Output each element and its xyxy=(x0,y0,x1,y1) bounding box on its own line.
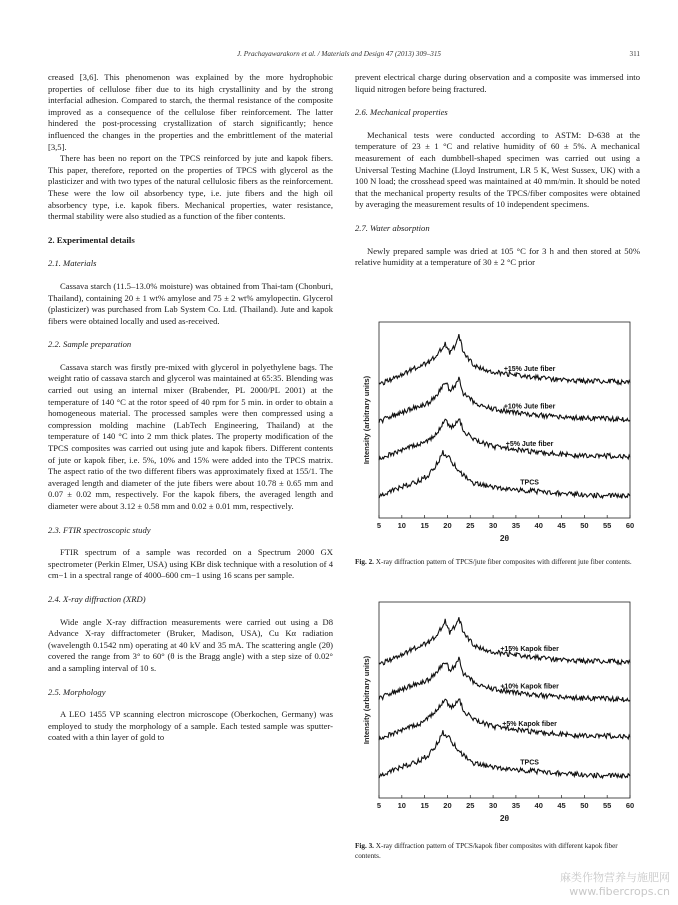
left-column xyxy=(48,72,333,744)
fig3-series-2-label: +10% Kapok fiber xyxy=(500,683,559,691)
ftir-paragraph: FTIR spectrum of a sample was recorded on a Spectrum 2000 GX spectrometer (Perkin Elmer, USA) using KBr disk technique with a resolution of 4 cm−1 in a spectral range of 4000–600 cm−1 using 16 scans per sample. xyxy=(48,547,333,581)
figure-2-label: Fig. 2. xyxy=(355,558,374,566)
subsection-heading-2-3: 2.3. FTIR spectroscopic study xyxy=(48,524,151,535)
fig2-xtick-label: 45 xyxy=(557,521,566,530)
fig2-x-axis-label: 2θ xyxy=(499,533,510,543)
fig2-series-2-label: +10% Jute fiber xyxy=(503,403,556,411)
watermark-line-2: www.fibercrops.cn xyxy=(569,885,670,898)
fig3-x-axis-label: 2θ xyxy=(499,813,510,823)
watermark xyxy=(560,871,670,899)
fig3-xtick-label: 35 xyxy=(511,801,521,810)
fig3-xtick-label: 15 xyxy=(420,801,429,810)
fig3-xtick-label: 55 xyxy=(603,801,612,810)
figure-3-caption-text: X-ray diffraction pattern of TPCS/kapok fiber composites with different kapok fiber contents. xyxy=(355,842,618,860)
figure-2-caption-text: X-ray diffraction pattern of TPCS/jute fiber composites with different jute fiber contents. xyxy=(375,558,632,566)
fig3-series-2-line xyxy=(379,657,630,702)
fig3-y-axis-label: Intensity (arbitrary units) xyxy=(362,655,371,745)
fig3-series-3-line xyxy=(379,699,630,740)
fig3-xtick-label: 30 xyxy=(488,801,498,810)
fig3-xtick-label: 20 xyxy=(443,801,452,810)
figure-3-caption xyxy=(355,842,640,861)
fig3-xtick-label: 5 xyxy=(376,801,382,810)
subsection-heading-2-2: 2.2. Sample preparation xyxy=(48,339,132,350)
fig3-xtick-label: 45 xyxy=(557,801,566,810)
water-absorption-paragraph: Newly prepared sample was dried at 105 °C for 3 h and then stored at 50% relative humidity at a temperature of 30 ± 2 °C prior xyxy=(355,245,640,268)
section-heading-2: 2. Experimental details xyxy=(48,234,135,245)
watermark-line-1: 麻类作物营养与施肥网 xyxy=(560,871,670,884)
fig3-series-3-label: +5% Kapok fiber xyxy=(502,720,557,728)
page-number: 311 xyxy=(629,50,640,58)
subsection-heading-2-1: 2.1. Materials xyxy=(48,258,97,269)
fig3-xtick-label: 60 xyxy=(625,801,635,810)
fig2-series-4-label: TPCS xyxy=(520,479,539,487)
fig2-y-axis-label: Intensity (arbitrary units) xyxy=(362,375,371,465)
fig2-xtick-label: 25 xyxy=(466,521,475,530)
fig3-xtick-label: 40 xyxy=(534,801,543,810)
figure-2-xrd-jute xyxy=(355,318,640,550)
fig2-xtick-label: 60 xyxy=(625,521,635,530)
intro-paragraph-2: There has been no report on the TPCS reinforced by jute and kapok fibers. This paper, therefore, reported on the properties of TPCS with glycerol as the plasticizer and with two types of the natural cellulosic fibers as the reinforcement. These were the low oil absorbency type, i.e. jute fibers and the high oil absorbency type, i.e. kapok fibers. Mechanical properties, water resistance, thermal stability were also studied as a function of the fiber contents. xyxy=(48,153,333,222)
materials-paragraph: Cassava starch (11.5–13.0% moisture) was obtained from Thai-tam (Chonburi, Thailand), containing 20 ± 1 wt% amylose and 75 ± 2 wt% amylopectin. Glycerol (plasticizer) was purchased from Lab System Co. Ltd. (Thailand). Jute and kapok fibers were obtained locally and used as-received. xyxy=(48,280,333,326)
xrd-paragraph: Wide angle X-ray diffraction measurements were carried out using a D8 Advance X-ray diffractometer (Bruker, Madison, USA), Cu Kα radiation (wavelength 0.1542 nm) operating at 40 kV and 35 mA. The scattering angle (2θ) covered the range from 3° to 60° (θ is the Bragg angle) with a step size of 0.02° and a sampling interval of 10 s. xyxy=(48,616,333,673)
morphology-paragraph: A LEO 1455 VP scanning electron microscope (Oberkochen, Germany) was employed to study the morphology of a sample. Each tested sample was sputter-coated with a thin layer of gold to xyxy=(48,709,333,743)
figure-3-xrd-kapok xyxy=(355,598,640,830)
fig2-xtick-label: 55 xyxy=(603,521,612,530)
fig2-series-2-line xyxy=(379,377,630,423)
intro-paragraph-1: creased [3,6]. This phenomenon was explained by the more hydrophobic properties of cellulose fiber due to its high crystallinity and by the strong interfacial adhesion. Compared to starch, the thermal resistance of the composite improved as a consequence of the cellulose fiber reinforcement. The latter hindered the post-processing crystallization of starch significantly; hence influenced the changes in the properties and the embrittlement of the material [3,5]. xyxy=(48,72,333,152)
subsection-heading-2-6: 2.6. Mechanical properties xyxy=(355,107,448,118)
fig3-series-4-line xyxy=(379,730,630,778)
figure-3-label: Fig. 3. xyxy=(355,842,374,850)
fig2-xtick-label: 20 xyxy=(443,521,452,530)
fig3-series-1-label: +15% Kapok fiber xyxy=(500,646,559,654)
fig2-xtick-label: 15 xyxy=(420,521,429,530)
fig2-series-1-label: +15% Jute fiber xyxy=(503,366,556,374)
fig3-series-4-label: TPCS xyxy=(520,759,539,767)
fig3-xtick-label: 50 xyxy=(580,801,589,810)
fig2-xtick-label: 10 xyxy=(397,521,406,530)
sample-prep-paragraph: Cassava starch was firstly pre-mixed with glycerol in polyethylene bags. The weight ratio of cassava starch and glycerol was maintained at 65:35. Blending was carried out using an internal mixer (Brabender, PL 2000/PL 2001) at the temperature of 140 °C at the rotor speed of 40 rpm for 5 min. in order to obtain a homogeneous material. The processed samples were then compressed using a compression molding machine (LabTech Engineering, Thailand) at the temperature of 140 °C into 2 mm thick plates. The property modification of the TPCS composites was carried out using jute and kapok fibers. Different contents of jute or kapok fiber, i.e. 5%, 10% and 15% were added into the TPCS matrix. The aspect ratio of the two different fibers was approximately fixed at 155/1. The averaged length and diameter of the jute fibers were about 10.78 ± 0.65 mm and 0.07 ± 0.02 mm, respectively. For the kapok fibers, the averaged length and diameter were about 3.12 ± 0.58 mm and 0.02 ± 0.01 mm, respectively. xyxy=(48,361,333,511)
fig3-xtick-label: 25 xyxy=(466,801,475,810)
fig3-series-1-line xyxy=(379,617,630,665)
fig2-xtick-label: 35 xyxy=(511,521,521,530)
subsection-heading-2-5: 2.5. Morphology xyxy=(48,686,106,697)
fig2-xtick-label: 50 xyxy=(580,521,589,530)
fig2-series-3-label: +5% Jute fiber xyxy=(505,440,554,448)
fig2-series-4-line xyxy=(379,450,630,498)
continued-paragraph: prevent electrical charge during observation and a composite was immersed into liquid nitrogen before being fractured. xyxy=(355,72,640,94)
figure-2-caption xyxy=(355,558,640,568)
fig2-xtick-label: 30 xyxy=(488,521,498,530)
fig2-xtick-label: 40 xyxy=(534,521,543,530)
right-column xyxy=(355,72,640,269)
fig2-series-1-line xyxy=(379,334,630,385)
fig2-xtick-label: 5 xyxy=(376,521,382,530)
fig3-xtick-label: 10 xyxy=(397,801,406,810)
running-header: J. Prachayawarakorn et al. / Materials and Design 47 (2013) 309–315 xyxy=(236,50,442,58)
subsection-heading-2-7: 2.7. Water absorption xyxy=(355,222,430,233)
fig2-series-3-line xyxy=(379,419,630,460)
subsection-heading-2-4: 2.4. X-ray diffraction (XRD) xyxy=(48,593,146,604)
mechanical-paragraph: Mechanical tests were conducted according to ASTM: D-638 at the temperature of 23 ± 1 °C and relative humidity of 60 ± 5%. A mechanical measurement of each dumbbell-shaped specimen was carried out using a Universal Testing Machine (Lloyd Instrument, LR 5 K, West Sussex, UK) with a 100 N load; the crosshead speed was maintained at 40 mm/min. It should be noted that the mechanical property results of the TPCS/fiber composites were obtained by averaging the measurement results of 10 independent specimens. xyxy=(355,129,640,210)
